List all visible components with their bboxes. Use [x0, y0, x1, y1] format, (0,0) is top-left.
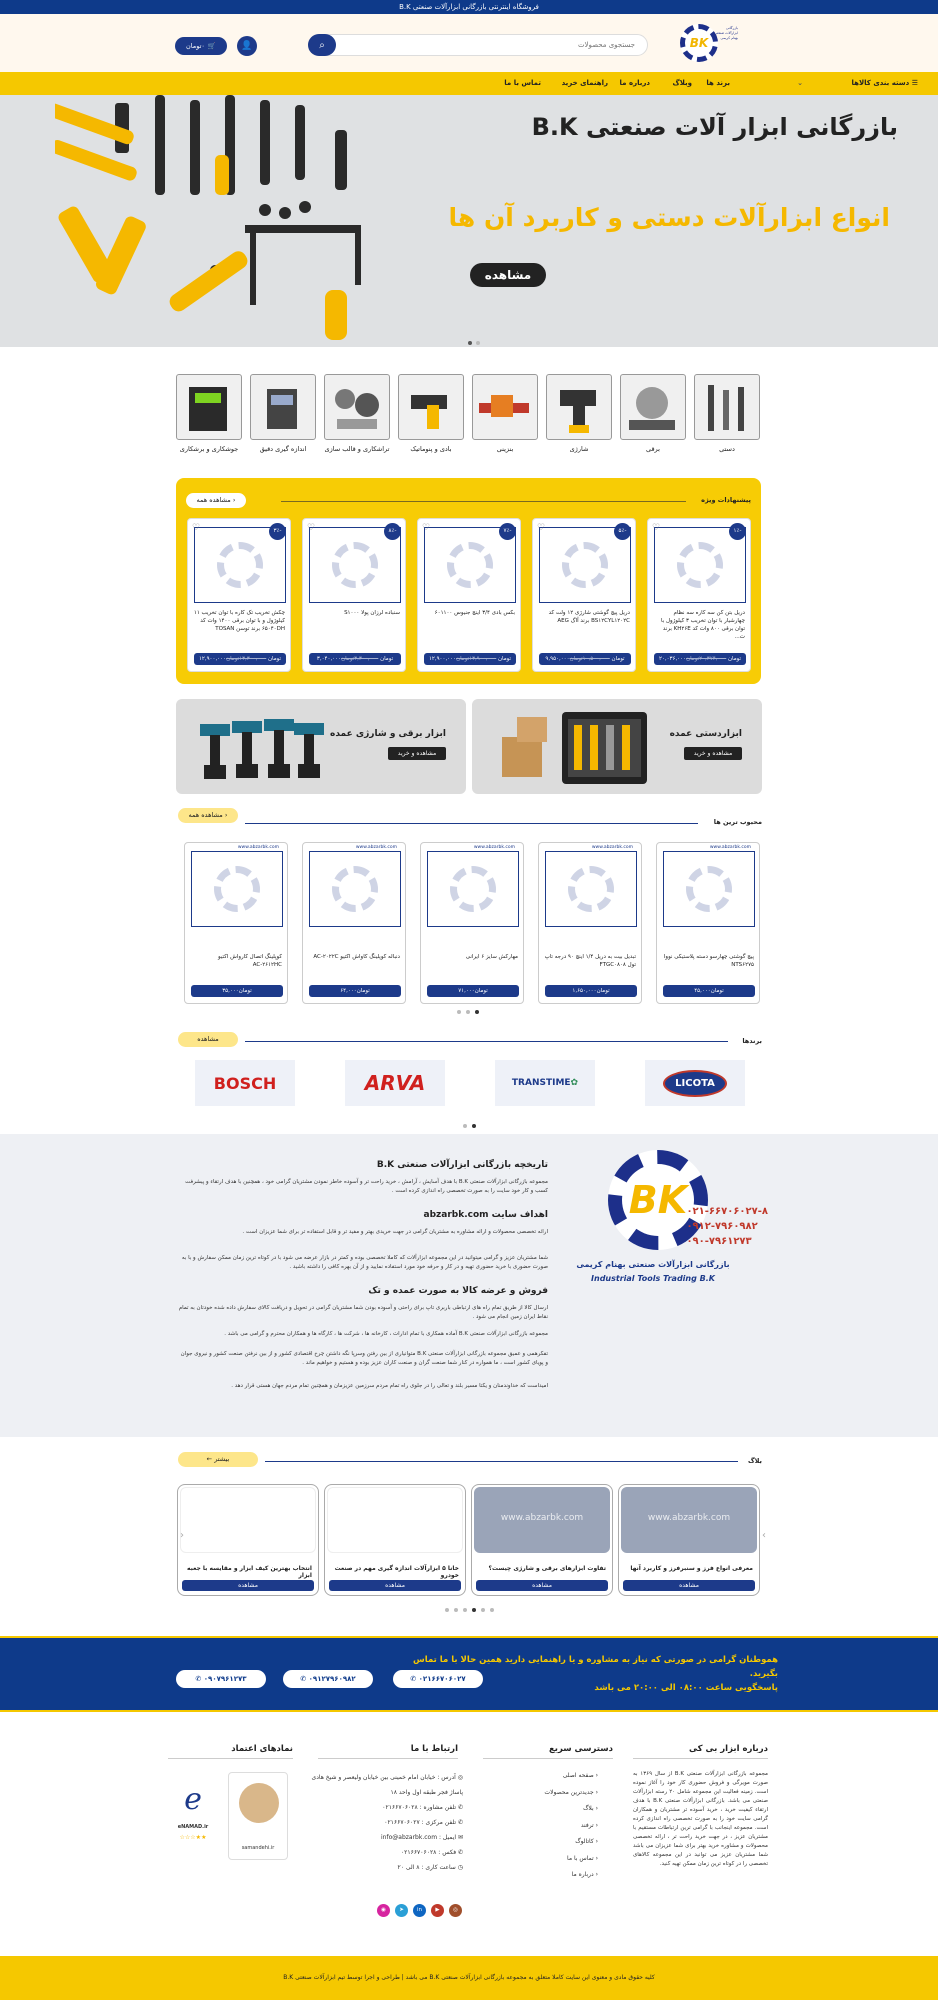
product-image — [663, 851, 755, 927]
telegram-icon[interactable]: ➤ — [395, 1904, 408, 1917]
nav-blog[interactable]: وبلاگ — [672, 79, 692, 87]
search-box — [308, 34, 648, 56]
history-paragraph: شما مشتریان عزیز و گرامی میتوانید در این مجموعه ابزارآلات که کاملا تخصصی بوده و کمتر در بازار عرضه می شود با در کوتاه ترین زمان ممکن سفارش و با به صورت حضوری با خرید حضوری تهیه و در کار و حرفه خود مورد استفاده نمایید و از آن بهره کافی را داشته باشید . — [181, 1255, 548, 1270]
product-name[interactable]: پیچ گوشتی چهارسو دسته پلاستیکی نووا NTS۶۲۷۵ — [663, 954, 754, 968]
product-price: ۲۰,۰۳۶,۰۰۰تومان ۲۰,۳۷۴,۰۰۰تومان — [654, 653, 746, 665]
history-paragraph: مجموعه بازرگانی ابزارآلات صنعتی B.K با هدف آسایش ، آرامش ، خرید راحت تر و آسوده خاطر نمودن مشتریان گرامی خود ، همچنین با هدف ارتقاء و پیشرفت کسب و کار خود سایت را به صورت تخصصی راه اندازی کرده است . — [185, 1179, 548, 1194]
history-phones: ۰۲۱-۶۶۷۰۶۰۲۷-۸ ۰۹۱۲-۷۹۶۰۹۸۲ ۰۹۰-۷۹۶۱۲۷۳ — [686, 1206, 768, 1247]
product-price: ۴۵,۰۰۰تومان — [663, 985, 755, 997]
product-image — [427, 851, 519, 927]
product-card[interactable] — [656, 842, 760, 1004]
slider-dot[interactable] — [468, 341, 472, 345]
product-card[interactable] — [417, 518, 521, 672]
gear-icon — [562, 542, 608, 588]
category-cordless[interactable] — [546, 374, 612, 440]
site-header — [0, 14, 938, 72]
discount-badge: -۷٪ — [499, 523, 516, 540]
account-button[interactable] — [237, 36, 257, 56]
main-navigation — [0, 72, 938, 95]
product-name[interactable]: بکس بادی ۳/۴ اینچ جنیوس ۶۰۱۱۰۰ — [434, 610, 515, 616]
blog-image — [180, 1487, 316, 1553]
history-heading: فروش و عرضه کالا به صورت عمده و تک — [368, 1286, 548, 1296]
carousel-dot[interactable] — [481, 1608, 485, 1612]
category-label: برقی — [646, 445, 660, 453]
divider — [168, 1758, 293, 1759]
top-announcement-bar: فروشگاه اینترنتی بازرگانی ابزارآلات صنعتی B.K — [0, 0, 938, 14]
brand-transtime[interactable]: ✿ TRANSTIME — [495, 1060, 595, 1106]
carousel-dot[interactable] — [472, 1124, 476, 1128]
history-paragraph: ارائه تخصصی محصولات و ارائه مشاوره به مشتریان گرامی در جهت خریدی بهتر و مفید تر و قابل استفاده تر برای شما عزیزان است . — [242, 1229, 548, 1235]
contact-info — [303, 1770, 463, 1875]
gear-icon — [568, 866, 614, 912]
phone-button[interactable]: ✆ ۰۹۰۷۹۶۱۲۷۳ — [176, 1670, 266, 1688]
gear-icon — [214, 866, 260, 912]
footer-quick-title: دسترسی سریع — [548, 1744, 613, 1754]
blog-card[interactable] — [618, 1484, 760, 1596]
gear-icon — [217, 542, 263, 588]
watermark-url: www.abzarbk.com — [237, 845, 279, 850]
banner-title: ابزاردستی عمده — [669, 729, 742, 739]
view-all-button[interactable]: ‹ مشاهده همه — [178, 808, 238, 823]
arrow-left-icon: ← — [206, 1455, 215, 1463]
product-name[interactable]: چکش تخریب تک کاره با توان تخریب ۱۱ کیلوژول و با توان برقی ۱۴۰۰ وات کد ۶۵۰۴۰DH برند توسن TOSAN — [193, 610, 285, 632]
product-card[interactable] — [538, 842, 642, 1004]
brand-arva[interactable]: ARVA — [345, 1060, 445, 1106]
product-card[interactable] — [302, 518, 406, 672]
product-price: ۱۲,۹۰۰,۰۰۰تومان ۱۳,۹۰۰,۰۰۰تومان — [424, 653, 516, 665]
drills-illustration — [190, 709, 330, 789]
product-name[interactable]: سنباده لرزان پولا S۱۰۰۰ — [344, 610, 400, 616]
site-footer — [0, 1712, 938, 1956]
history-heading: اهداف سایت abzarbk.com — [423, 1210, 548, 1220]
heart-icon[interactable]: ♡ — [307, 523, 316, 533]
product-price: ۱۲,۹۰۰,۰۰۰تومان ۱۳,۳۰۰,۰۰۰تومان — [194, 653, 286, 665]
nav-brands[interactable]: برند ها — [706, 79, 730, 87]
divider — [245, 1041, 728, 1042]
contact-email[interactable]: ✉ ایمیل : info@abzarbk.com — [381, 1834, 463, 1841]
contact-fax: ✆ فکس : ۰۲۱۶۶۷۰۶۰۲۸ — [400, 1849, 463, 1856]
chevron-right-icon[interactable]: › — [762, 1530, 766, 1541]
quick-link[interactable]: ‹ کاتالوگ — [575, 1838, 598, 1845]
carousel-dot[interactable] — [457, 1010, 461, 1014]
category-pneumatic[interactable] — [398, 374, 464, 440]
quick-link[interactable]: ‹ تماس با ما — [567, 1854, 598, 1862]
category-label: شارژی — [569, 445, 589, 453]
blog-post-title[interactable]: انتخاب بهترین کیف ابزار و مقایسه با جعبه ابزار — [187, 1565, 312, 1579]
product-card[interactable] — [302, 842, 406, 1004]
carousel-dot[interactable] — [454, 1608, 458, 1612]
watermark-url: www.abzarbk.com — [473, 845, 515, 850]
hand-tools-icon — [694, 375, 759, 440]
gear-icon — [686, 866, 732, 912]
carousel-dot[interactable] — [475, 1010, 479, 1014]
blog-post-title[interactable]: تفاوت ابزارهای برقی و شارژی چیست؟ — [488, 1565, 606, 1572]
watermark-url: www.abzarbk.com — [591, 845, 633, 850]
section-title: پیشنهادات ویژه — [701, 496, 751, 504]
divider — [281, 501, 686, 502]
blog-image: www.abzarbk.com — [474, 1487, 610, 1553]
nav-guide[interactable]: راهنمای خرید — [561, 79, 608, 87]
divider — [245, 823, 698, 824]
divider — [265, 1461, 738, 1462]
watermark-url: www.abzarbk.com — [355, 845, 397, 850]
leaf-icon: ✿ — [570, 1078, 579, 1088]
banner-button[interactable]: مشاهده و خرید — [684, 747, 742, 760]
hero-slider[interactable] — [0, 95, 938, 347]
blog-read-button[interactable]: مشاهده — [182, 1580, 314, 1591]
quick-link[interactable]: ‹ بلاگ — [583, 1805, 598, 1812]
product-price: ۳۵,۰۰۰تومان — [191, 985, 283, 997]
banner-title: ابزار برقی و شارژی عمده — [330, 729, 446, 739]
blog-title: بلاگ — [747, 1457, 762, 1465]
divider — [633, 1758, 768, 1759]
nav-contact[interactable]: تماس با ما — [504, 79, 541, 87]
history-paragraph: مجموعه بازرگانی ابزارآلات صنعتی B.K آماده همکاری با تمام ادارات ، کارخانه ها ، شرکت ها ، کارگاه ها و همکاران محترم و گرامی می باشد . — [224, 1331, 548, 1337]
cart-icon: 🛒 — [207, 42, 216, 50]
view-all-button[interactable]: ‹ مشاهده همه — [186, 493, 246, 508]
category-label: اندازه گیری دقیق — [259, 445, 307, 453]
cart-total: ۰تومان — [186, 42, 205, 50]
slider-dot[interactable] — [476, 341, 480, 345]
quick-link[interactable]: ‹ جدیدترین محصولات — [544, 1788, 598, 1796]
contact-address: ◎ آدرس : خیابان امام خمینی بین خیابان ولیعصر و شیخ هادی پاساژ فجر طبقه اول واحد ۱۸ — [311, 1774, 463, 1796]
logo-caption: بازرگانی ابزارآلات صنعتی بهنام کریمی — [714, 26, 738, 40]
hero-subtitle: انواع ابزارآلات دستی و کاربرد آن ها — [448, 203, 890, 232]
bk-large-logo: BK ۰۲۱-۶۶۷۰۶۰۲۷-۸ ۰۹۱۲-۷۹۶۰۹۸۲ ۰۹۰-۷۹۶۱۲۷۳ بازرگانی ابزارآلات صنعتی بهنام کریمی Industrial Tools Trading B.K — [538, 1144, 768, 1294]
carousel-dot[interactable] — [466, 1010, 470, 1014]
chevron-left-icon[interactable]: ‹ — [180, 1530, 184, 1541]
product-price: ۶۴,۰۰۰تومان — [309, 985, 401, 997]
logo-emblem: BK — [680, 24, 718, 62]
enamad-logo-icon: ℯ — [184, 1782, 202, 1817]
history-paragraph: تفکرهمی و عمیق مجموعه بازرگانی ابزارآلات صنعتی B.K متوانیاری از بین رفتن وسرپا نگه داشتن چرخ اقتصادی کشور و از بین نرفتن صنعت کشور و نیروی جوان و پویای کشور است ، ما همواره در کنار شما صنعت گران و صنعت کاران عزیز بوده و هستیم و خواهیم ماند . — [180, 1351, 548, 1366]
product-name[interactable]: کوپلینگ اتصال کارواش اکتیو AC-۲۶۱۲HC — [218, 954, 282, 968]
phone-icon: ✆ — [195, 1675, 204, 1683]
category-label: جوشکاری و برشکاری — [179, 445, 239, 453]
blog-read-button[interactable]: مشاهده — [329, 1580, 461, 1591]
chainsaw-icon — [472, 375, 537, 440]
rating-stars: ★★☆☆☆ — [179, 1834, 207, 1841]
product-image — [191, 851, 283, 927]
product-name[interactable]: دنباله کوپلینگ کاواش اکتیو AC-۲۰۲۲C — [313, 954, 400, 960]
history-title: تاریخچه بازرگانی ابزارآلات صنعتی B.K — [376, 1160, 548, 1170]
gear-icon — [450, 866, 496, 912]
carousel-dot[interactable] — [463, 1608, 467, 1612]
footer-trust-title: نمادهای اعتماد — [231, 1744, 293, 1754]
category-label: بادی و پنوماتیک — [410, 445, 452, 453]
blog-image — [327, 1487, 463, 1553]
site-logo[interactable] — [678, 22, 738, 66]
gear-icon — [677, 542, 723, 588]
carousel-dot[interactable] — [463, 1124, 467, 1128]
hero-view-button[interactable]: مشاهده — [470, 263, 546, 287]
carousel-dot[interactable] — [490, 1608, 494, 1612]
user-icon: 👤 — [241, 41, 253, 51]
carousel-dot[interactable] — [445, 1608, 449, 1612]
phone-icon: ✆ — [300, 1675, 309, 1683]
category-welding[interactable] — [176, 374, 242, 440]
toolbox-illustration — [502, 707, 652, 789]
product-price: ۹,۹۵۰,۰۰۰تومان ۱۰,۵۰۰,۰۰۰تومان — [539, 653, 631, 665]
blog-card[interactable] — [177, 1484, 319, 1596]
blog-read-button[interactable]: مشاهده — [623, 1580, 755, 1591]
chevron-down-icon: ⌄ — [797, 79, 803, 87]
blog-card[interactable] — [471, 1484, 613, 1596]
product-price: ۱,۶۵۰,۰۰۰تومان — [545, 985, 637, 997]
history-section — [0, 1134, 938, 1437]
heart-icon[interactable]: ♡ — [192, 523, 201, 533]
category-machining[interactable] — [324, 374, 390, 440]
popular-title: محبوب ترین ها — [713, 818, 762, 826]
welding-icon — [176, 375, 241, 440]
category-hand-tools[interactable] — [694, 374, 760, 440]
enamad-badge[interactable]: ℯ eNAMAD.ir ★★☆☆☆ — [163, 1772, 223, 1860]
contact-cta-bar — [0, 1636, 938, 1712]
gear-icon — [332, 542, 378, 588]
brand-bosch[interactable]: BOSCH — [195, 1060, 295, 1106]
blog-read-button[interactable]: مشاهده — [476, 1580, 608, 1591]
quick-link[interactable]: ‹ ترفند — [580, 1821, 598, 1829]
product-name[interactable]: دریل پیچ گوشتی شارژی ۱۲ ولت کد BS۱۲CYL۱۲۰۲C برند آاگ AEG — [548, 610, 630, 624]
banner-button[interactable]: مشاهده و خرید — [388, 747, 446, 760]
instagram-icon[interactable]: ◎ — [449, 1904, 462, 1917]
drill-icon — [546, 375, 611, 440]
category-petrol[interactable] — [472, 374, 538, 440]
search-input[interactable] — [347, 35, 647, 55]
blog-post-title[interactable]: معرفی انواع فرز و سنبرفرز و کاربرد آنها — [630, 1565, 753, 1572]
product-image — [545, 851, 637, 927]
category-label: دستی — [719, 445, 735, 453]
cta-message: هموطنان گرامی در صورتی که نیاز به مشاوره و یا راهنمایی دارید همین حالا با ما تماس بگیرید. پاسخگویی ساعت ۰۸:۰۰ الی ۲۰:۰۰ می باشد — [413, 1655, 778, 1693]
product-name[interactable]: تبدیل بیت به دریل ۱/۴ اینچ ۹۰ درجه تاپ تول FTGC۰۸۰۸ — [544, 954, 636, 968]
blog-post-title[interactable]: خانا ۵ ابزارآلات اندازه گیری مهم در صنعت خودرو — [334, 1565, 459, 1579]
blog-image: www.abzarbk.com — [621, 1487, 757, 1553]
history-paragraph: امیداست که خداوندمنان و یکتا مسیر بلند و تعالی را در جلوی راه تمام مردم سرزمین عزیزمان و همچنین تمام مردم جهان هستی قرار دهد . — [231, 1383, 548, 1389]
search-button[interactable] — [308, 34, 336, 56]
product-name[interactable]: دریل بتن کن سه کاره سه نظام چهارشیار با توان تخریب ۳ کیلوژول با توان برقی ۸۰۰ وات کد KH۲۶E برند ت... — [661, 610, 745, 640]
product-card[interactable] — [420, 842, 524, 1004]
contact-phone[interactable]: ✆ تلفن مشاوره : ۰۲۱۶۶۷۰۶۰۲۸ — [382, 1804, 463, 1811]
banner-hand-tools[interactable] — [472, 699, 762, 794]
carousel-dot[interactable] — [472, 1608, 476, 1612]
category-electric[interactable] — [620, 374, 686, 440]
footer-about-title: درباره ابزار بی کی — [689, 1744, 768, 1754]
product-card[interactable] — [184, 842, 288, 1004]
phone-button[interactable]: ✆ ۰۲۱۶۶۷۰۶۰۲۷ — [393, 1670, 483, 1688]
product-image — [309, 851, 401, 927]
quick-links — [544, 1768, 598, 1884]
blog-more-button[interactable]: بیشتر ← — [178, 1452, 258, 1467]
footer-about-text: مجموعه بازرگانی ابزارآلات صنعتی B.K از سال ۱۳۶۹ به صورت مویرگی و فروش حضوری کار خود را آغاز نموده است. زمینه فعالیت این مجموعه شامل ۲۰ رسته ابزارآلات صنعتی می باشد. بازرگانی ابزارآلات صنعتی B.K با هدف ارتقاء کیفیت خرید ، خرید آسوده تر مشتریان و همکاران گرامی سایت خود را به صورت تخصصی راه اندازی کرده است. مجموعه اینجانب با گرامی ترین ارتباطات مستقیم با مشتریان عزیز ، در جهت خرید راحت تر ، ارائه تخصصی محصولات و مشاوره خرید بهتر برای شما عزیزان می باشد شما مشتریان عزیز می توانید در این مجموعه کالاهای تخصصی را در کوتاه ترین زمان ممکن تهیه کنید. — [633, 1771, 768, 1867]
heart-icon[interactable]: ♡ — [652, 523, 661, 533]
product-price: ۷۱,۰۰۰تومان — [427, 985, 519, 997]
samandehi-badge[interactable]: samandehi.ir — [228, 1772, 288, 1860]
youtube-icon[interactable]: ▶ — [431, 1904, 444, 1917]
quick-link[interactable]: ‹ درباره ما — [571, 1871, 598, 1878]
nav-categories[interactable]: ☰ دسته بندی کالاها — [851, 79, 918, 87]
divider — [483, 1758, 613, 1759]
heart-icon[interactable]: ♡ — [537, 523, 546, 533]
blog-card[interactable] — [324, 1484, 466, 1596]
logo-emblem: BK — [608, 1150, 708, 1250]
cart-button[interactable] — [175, 37, 227, 55]
category-measuring[interactable] — [250, 374, 316, 440]
product-name[interactable]: مهارکش سایز ۶ ایرانی — [465, 954, 518, 960]
tools-illustration — [55, 95, 435, 347]
heart-icon[interactable]: ♡ — [422, 523, 431, 533]
linkedin-icon[interactable]: in — [413, 1904, 426, 1917]
menu-icon: ☰ — [909, 79, 918, 87]
gear-icon — [447, 542, 493, 588]
product-card[interactable] — [187, 518, 291, 672]
machining-icon — [324, 375, 389, 440]
watermark-url: www.abzarbk.com — [709, 845, 751, 850]
special-offers-section — [176, 478, 761, 684]
footer-contact-title: ارتباط با ما — [410, 1744, 458, 1754]
quick-link[interactable]: ‹ صفحه اصلی — [562, 1772, 598, 1779]
discount-badge: -۵٪ — [614, 523, 631, 540]
search-icon: ⌕ — [319, 39, 325, 51]
discount-badge: -۱٪ — [729, 523, 746, 540]
divider — [318, 1758, 458, 1759]
samandehi-seal-icon — [239, 1783, 279, 1823]
phone-icon: ✆ — [410, 1675, 419, 1683]
history-paragraph: ارسال کالا از طریق تمام راه های ارتباطی باربری تاپ برای راحتی و آسوده بودن شما مشتریان گرامی در تحویل و دریافت کالای سفارش داده شده خودتان به تمام نقاط ایران زمین انجام می شود . — [178, 1305, 548, 1320]
copyright-bar: کلیه حقوق مادی و معنوی این سایت کاملا متعلق به مجموعه بازرگانی ابزارآلات صنعتی B.K می باشد | طراحی و اجرا توسط تیم ابزارآلات صنعتی B.K — [0, 1956, 938, 2000]
banner-power-tools[interactable] — [176, 699, 466, 794]
product-card[interactable] — [647, 518, 751, 672]
brand-licota[interactable]: LICOTA — [645, 1060, 745, 1106]
chevron-left-icon: ‹ — [222, 811, 228, 819]
phone-button[interactable]: ✆ ۰۹۱۲۷۹۶۰۹۸۲ — [283, 1670, 373, 1688]
gear-icon — [332, 866, 378, 912]
chevron-left-icon: ‹ — [230, 496, 236, 504]
contact-phone[interactable]: ✆ تلفن مرکزی : ۰۲۱۶۶۷۰۶۰۲۷ — [384, 1819, 463, 1826]
discount-badge: -۳٪ — [269, 523, 286, 540]
product-card[interactable] — [532, 518, 636, 672]
product-price: ۳,۰۴۰,۰۰۰تومان ۳,۳۰۰,۰۰۰تومان — [309, 653, 401, 665]
air-tool-icon — [398, 375, 463, 440]
category-label: تراشکاری و قالب سازی — [324, 445, 390, 453]
contact-hours: ◷ ساعت کاری : ۸ الی ۲۰ — [397, 1864, 463, 1871]
saw-icon — [620, 375, 685, 440]
instagram-icon[interactable]: ◉ — [377, 1904, 390, 1917]
discount-badge: -۸٪ — [384, 523, 401, 540]
hero-title: بازرگانی ابزار آلات صنعتی B.K — [531, 113, 898, 141]
nav-about[interactable]: درباره ما — [619, 79, 650, 87]
category-label: بنزینی — [496, 445, 514, 453]
measuring-icon — [250, 375, 315, 440]
brands-title: برندها — [742, 1037, 762, 1045]
brands-view-button[interactable]: مشاهده — [178, 1032, 238, 1047]
